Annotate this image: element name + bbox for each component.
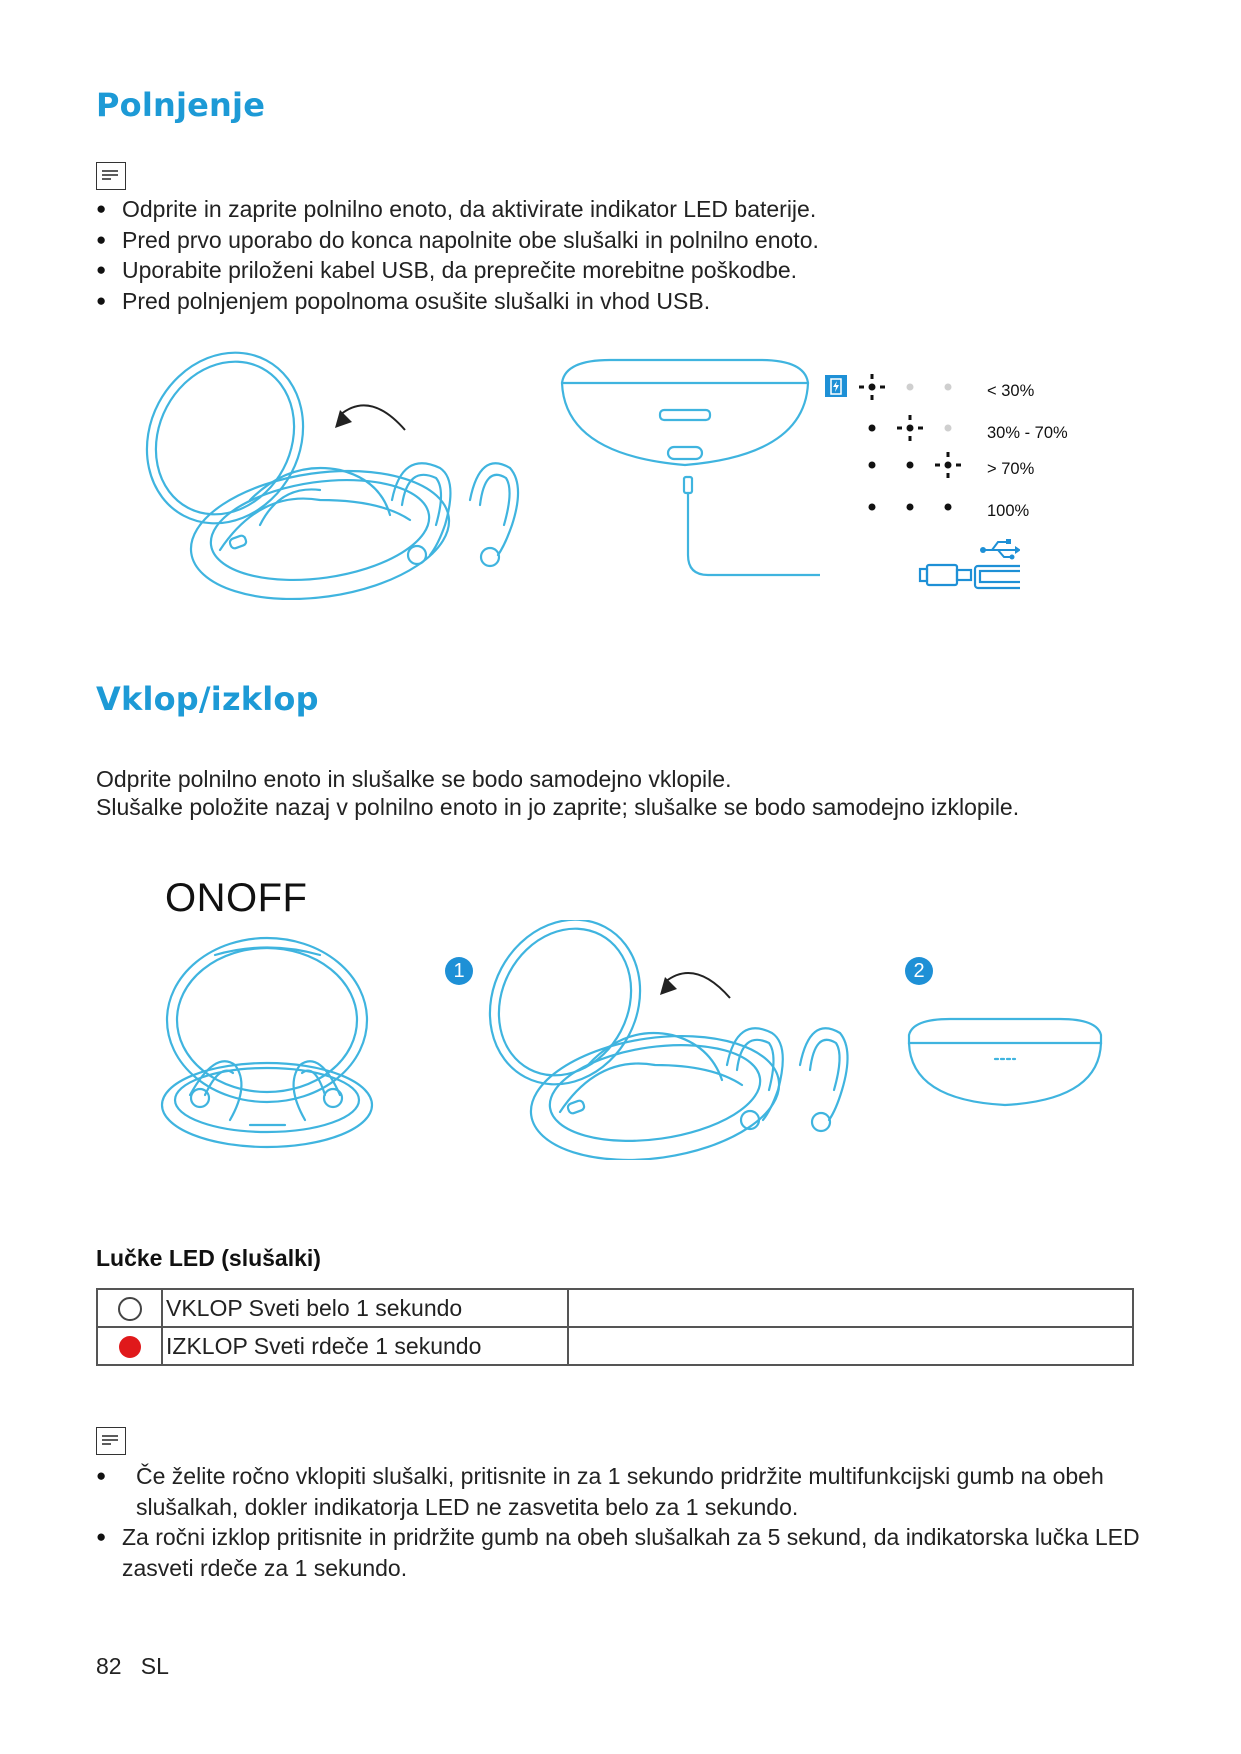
list-item: ● Pred polnjenjem popolnoma osušite slušalki in vhod USB. <box>96 286 1136 317</box>
led-description: IZKLOP Sveti rdeče 1 sekundo <box>162 1327 568 1365</box>
battery-level-label: > 70% <box>987 460 1035 478</box>
battery-led-diagram <box>820 370 1020 595</box>
step-badge: 2 <box>905 957 933 985</box>
table-row <box>97 1289 1133 1327</box>
led-empty-cell <box>568 1289 1133 1327</box>
led-indicator-cell <box>97 1289 162 1327</box>
power-line: Odprite polnilno enoto in slušalke se bodo samodejno vklopile. <box>96 766 732 792</box>
list-item: ● Če želite ročno vklopiti slušalki, pritisnite in za 1 sekundo pridržite multifunkcijski gumb na obeh slušalkah, dokler indikatorja LED ne zasvetita belo za 1 sekundo. <box>96 1461 1161 1522</box>
onoff-label: ONOFF <box>165 876 308 920</box>
led-table <box>96 1288 1134 1366</box>
charging-title: Polnjenje <box>96 86 266 124</box>
list-item <box>96 1522 1161 1583</box>
step-badge: 1 <box>445 957 473 985</box>
battery-level-label: 100% <box>987 502 1030 520</box>
page-number: 82 <box>96 1653 122 1679</box>
power-description <box>96 765 1156 821</box>
led-heading: Lučke LED (slušalki) <box>96 1245 321 1271</box>
charging-bullets <box>96 194 1136 316</box>
notes-list <box>96 1461 1161 1583</box>
power-title: Vklop/izklop <box>96 680 319 718</box>
red-led-icon <box>117 1334 143 1360</box>
case-open-illustration <box>140 350 540 600</box>
white-led-icon <box>117 1296 143 1322</box>
note-icon <box>96 162 126 190</box>
table-row <box>97 1327 1133 1365</box>
battery-level-label: < 30% <box>987 382 1035 400</box>
note-text: Za ročni izklop pritisnite in pridržite gumb na obeh slušalkah za 5 sekund, da indikatorska lučka LED zasveti rdeče za 1 sekundo. <box>122 1524 1140 1581</box>
page-footer <box>96 1653 169 1680</box>
step2-case-closed-illustration <box>905 1015 1105 1110</box>
list-item: ● Uporabite priloženi kabel USB, da preprečite morebitne poškodbe. <box>96 255 1136 286</box>
led-empty-cell <box>568 1327 1133 1365</box>
led-indicator-cell <box>97 1327 162 1365</box>
language-code: SL <box>140 1653 169 1679</box>
list-item: ● Odprite in zaprite polnilno enoto, da aktivirate indikator LED baterije. <box>96 194 1136 225</box>
power-line: Slušalke položite nazaj v polnilno enoto in jo zaprite; slušalke se bodo samodejno izklopile. <box>96 794 1020 820</box>
battery-level-label: 30% - 70% <box>987 424 1068 442</box>
case-charging-illustration <box>560 355 820 605</box>
step1-case-open-illustration <box>480 920 860 1160</box>
note-icon <box>96 1427 126 1455</box>
led-description: VKLOP Sveti belo 1 sekundo <box>162 1289 568 1327</box>
case-with-earbuds-illustration <box>155 935 380 1155</box>
list-item: ● Pred prvo uporabo do konca napolnite obe slušalki in polnilno enoto. <box>96 225 1136 256</box>
